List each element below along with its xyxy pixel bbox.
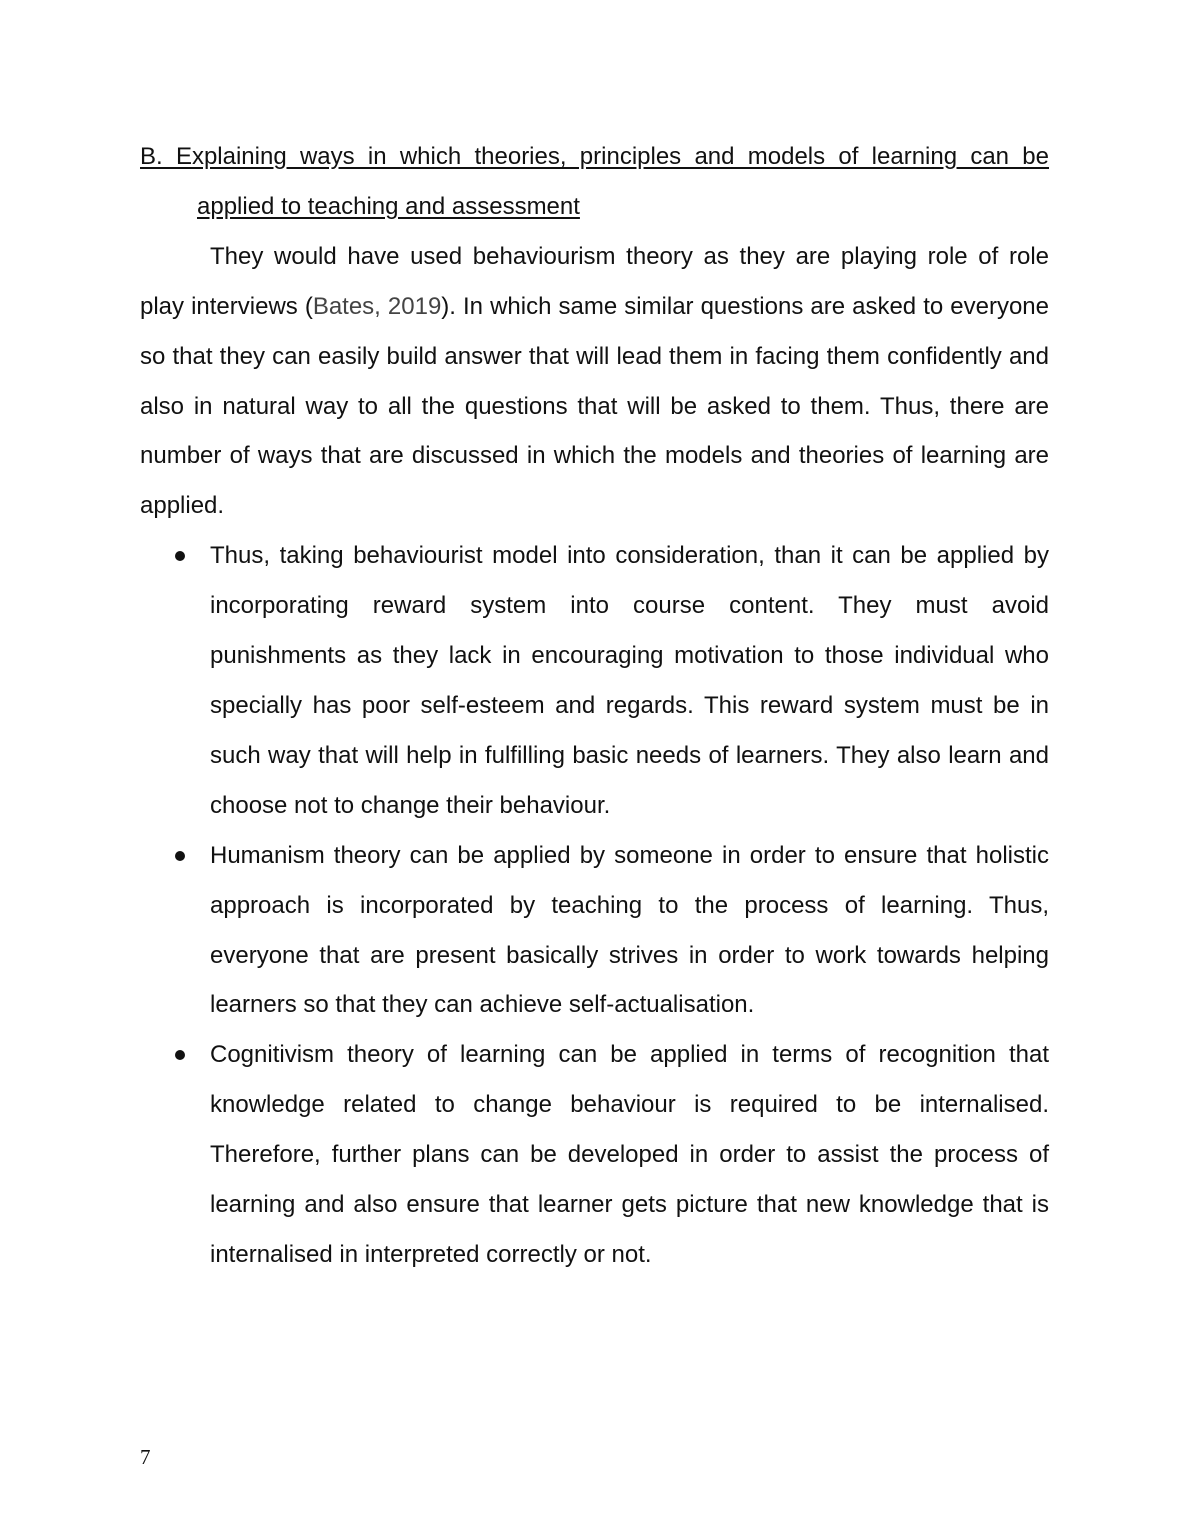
paragraph-text-start: They would have used behaviourism theory as they are playing role of role play interviews ( xyxy=(140,242,1049,320)
bullet-item-humanism xyxy=(140,831,1049,1031)
bullet-dot-icon xyxy=(175,551,185,561)
page-content xyxy=(140,132,1049,1280)
bullet-list xyxy=(140,531,1049,1280)
section-heading: B. Explaining ways in which theories, principles and models of learning can be applied to teaching and assessment xyxy=(140,143,1049,220)
bullet-item-cognitivism xyxy=(140,1030,1049,1280)
body-paragraph xyxy=(140,232,1049,531)
page-number: 7 xyxy=(140,1445,151,1469)
bullet-dot-icon xyxy=(175,1050,185,1060)
bullet-item-behaviourist xyxy=(140,531,1049,830)
bullet-dot-icon xyxy=(175,851,185,861)
citation: Bates, 2019 xyxy=(312,292,442,320)
bullet-text: Thus, taking behaviourist model into consideration, than it can be applied by incorporating reward system into course content. They must avoid punishments as they lack in encouraging motivation to those individual who specially has poor self-esteem and regards. This reward system must be in such way that will help in fulfilling basic needs of learners. They also learn and choose not to change their behaviour. xyxy=(210,542,1049,819)
paragraph-text-end: ). In which same similar questions are asked to everyone so that they can easily build answer that will lead them in facing them confidently and also in natural way to all the questions that will be asked to them. Thus, there are number of ways that are discussed in which the models and theories of learning are applied. xyxy=(140,292,1049,520)
bullet-text: Humanism theory can be applied by someone in order to ensure that holistic approach is incorporated by teaching to the process of learning. Thus, everyone that are present basically strives in order to work towards helping learners so that they can achieve self-actualisation. xyxy=(210,841,1049,1019)
bullet-text: Cognitivism theory of learning can be applied in terms of recognition that knowledge related to change behaviour is required to be internalised. Therefore, further plans can be developed in order to assist the process of learning and also ensure that learner gets picture that new knowledge that is internalised in interpreted correctly or not. xyxy=(210,1041,1049,1268)
